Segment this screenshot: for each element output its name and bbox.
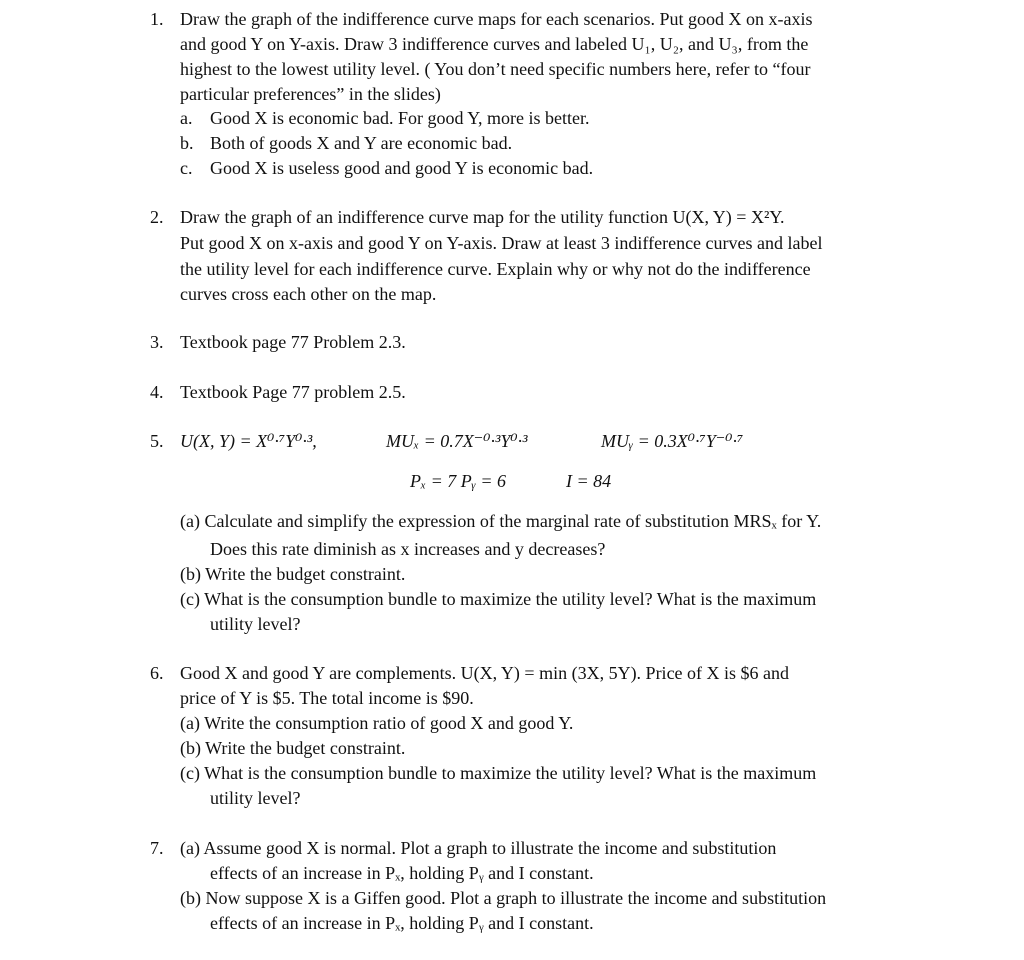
question-number: 1. bbox=[150, 9, 164, 29]
part-line: (a) Write the consumption ratio of good X and good Y. bbox=[180, 713, 574, 733]
question-number: 6. bbox=[150, 663, 164, 683]
income: I = 84 bbox=[566, 471, 612, 491]
question-number: 5. bbox=[150, 431, 164, 451]
part-line: (b) Write the budget constraint. bbox=[180, 564, 406, 584]
part-line: Does this rate diminish as x increases and y decreases? bbox=[210, 539, 606, 559]
utility-function: U(X, Y) = X⁰·⁷Y⁰·³, bbox=[180, 431, 317, 451]
part-line: (c) What is the consumption bundle to maximize the utility level? What is the maximum bbox=[180, 763, 817, 783]
marginal-utility-x: MUₓ = 0.7X⁻⁰·³Y⁰·³ bbox=[386, 431, 528, 451]
question-line: Good X and good Y are complements. U(X, Y) = min (3X, 5Y). Price of X is $6 and bbox=[180, 663, 790, 683]
question-line: price of Y is $5. The total income is $90. bbox=[180, 688, 474, 708]
question-line: Draw the graph of an indifference curve map for the utility function U(X, Y) = X²Y. bbox=[180, 207, 785, 227]
prices: Pₓ = 7 Pᵧ = 6 bbox=[410, 471, 507, 491]
part-line: (a) Assume good X is normal. Plot a graph to illustrate the income and substitution bbox=[180, 838, 777, 858]
part-line: effects of an increase in Pₓ, holding Pᵧ and I constant. bbox=[210, 863, 594, 883]
question-number: 3. bbox=[150, 332, 164, 352]
item-label: b. bbox=[180, 133, 194, 153]
question-line: curves cross each other on the map. bbox=[180, 284, 437, 304]
item-text: Both of goods X and Y are economic bad. bbox=[210, 133, 513, 153]
question-number: 4. bbox=[150, 382, 164, 402]
question-line: Textbook Page 77 problem 2.5. bbox=[180, 382, 406, 402]
item-label: a. bbox=[180, 108, 193, 128]
question-line: the utility level for each indifference curve. Explain why or why not do the indifference bbox=[180, 259, 811, 279]
part-line: effects of an increase in Pₓ, holding Pᵧ and I constant. bbox=[210, 913, 594, 933]
question-line: highest to the lowest utility level. ( You don’t need specific numbers here, refer to “four bbox=[180, 59, 811, 79]
question-line: Draw the graph of the indifference curve maps for each scenarios. Put good X on x-axis bbox=[180, 9, 813, 29]
item-text: Good X is economic bad. For good Y, more is better. bbox=[210, 108, 590, 128]
question-number: 2. bbox=[150, 207, 164, 227]
part-line: (b) Now suppose X is a Giffen good. Plot a graph to illustrate the income and substitution bbox=[180, 888, 827, 908]
question-line: and good Y on Y-axis. Draw 3 indifference curves and labeled U₁, U₂, and U₃, from the bbox=[180, 34, 809, 54]
question-number: 7. bbox=[150, 838, 164, 858]
marginal-utility-y: MUᵧ = 0.3X⁰·⁷Y⁻⁰·⁷ bbox=[601, 431, 744, 451]
question-line: particular preferences” in the slides) bbox=[180, 84, 441, 104]
question-line: Put good X on x-axis and good Y on Y-axis. Draw at least 3 indifference curves and label bbox=[180, 233, 823, 253]
part-line: utility level? bbox=[210, 788, 301, 808]
part-line: (c) What is the consumption bundle to maximize the utility level? What is the maximum bbox=[180, 589, 817, 609]
part-line: (b) Write the budget constraint. bbox=[180, 738, 406, 758]
item-label: c. bbox=[180, 158, 193, 178]
item-text: Good X is useless good and good Y is economic bad. bbox=[210, 158, 594, 178]
question-line: Textbook page 77 Problem 2.3. bbox=[180, 332, 406, 352]
part-line: utility level? bbox=[210, 614, 301, 634]
part-line: (a) Calculate and simplify the expression of the marginal rate of substitution MRSₓ for Y. bbox=[180, 511, 822, 531]
